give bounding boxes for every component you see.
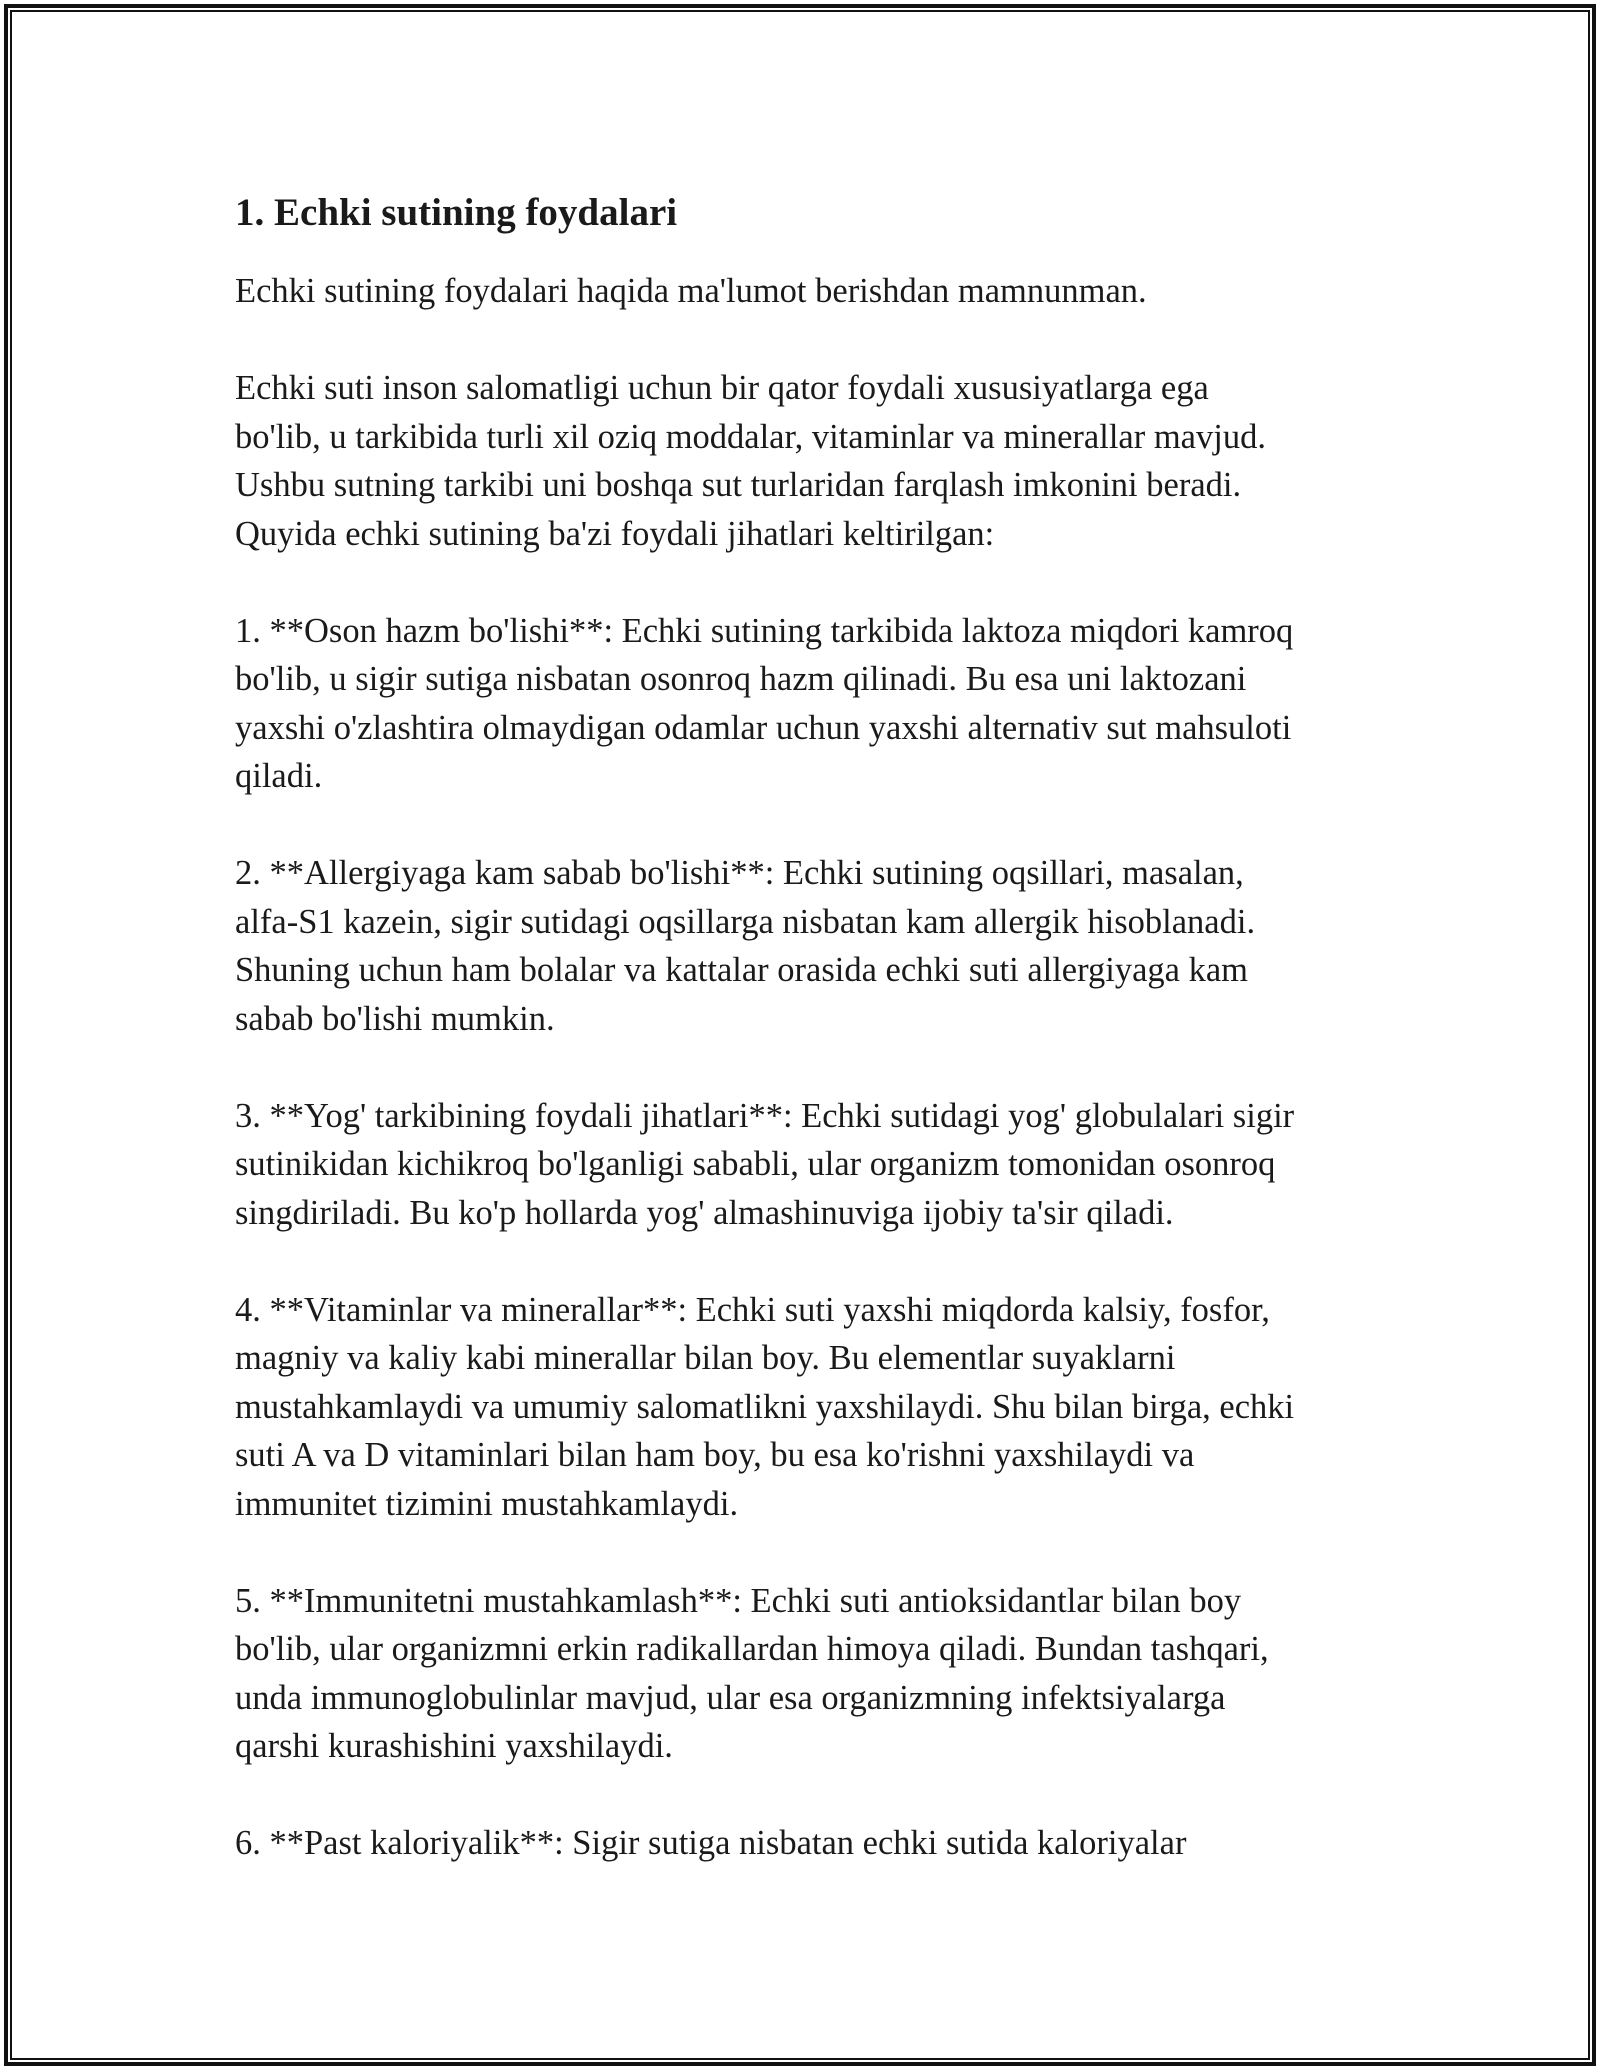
list-item-1 xyxy=(235,607,1405,801)
text-line: qiladi. xyxy=(235,757,323,795)
text-line: Echki sutining foydalari haqida ma'lumot berishdan mamnunman. xyxy=(235,272,1147,310)
text-line: 4. **Vitaminlar va minerallar**: Echki suti yaxshi miqdorda kalsiy, fosfor, xyxy=(235,1290,1270,1329)
text-line: 5. **Immunitetni mustahkamlash**: Echki suti antioksidantlar bilan boy xyxy=(235,1581,1242,1620)
text-line: 1. **Oson hazm bo'lishi**: Echki sutining tarkibida laktoza miqdori kamroq xyxy=(235,611,1294,650)
text-line: magniy va kaliy kabi minerallar bilan boy. Bu elementlar suyaklarni xyxy=(235,1339,1176,1377)
text-line: Ushbu sutning tarkibi uni boshqa sut turlaridan farqlash imkonini beradi. xyxy=(235,466,1242,504)
paragraph-intro xyxy=(235,267,1405,316)
text-line: Quyida echki sutining ba'zi foydali jihatlari keltirilgan: xyxy=(235,514,995,553)
text-line: suti A va D vitaminlari bilan ham boy, bu esa ko'rishni yaxshilaydi va xyxy=(235,1436,1195,1474)
text-line: qarshi kurashishini yaxshilaydi. xyxy=(235,1727,673,1765)
list-item-4 xyxy=(235,1286,1405,1529)
text-line: alfa-S1 kazein, sigir sutidagi oqsillarga nisbatan kam allergik hisoblanadi. xyxy=(235,902,1256,941)
text-line: 6. **Past kaloriyalik**: Sigir sutiga nisbatan echki sutida kaloriyalar xyxy=(235,1824,1187,1862)
document-title: 1. Echki sutining foydalari xyxy=(235,191,678,234)
document-body xyxy=(235,185,1405,1916)
text-line: bo'lib, ular organizmni erkin radikallardan himoya qiladi. Bundan tashqari, xyxy=(235,1630,1269,1668)
text-line: unda immunoglobulinlar mavjud, ular esa organizmning infektsiyalarga xyxy=(235,1678,1226,1717)
text-line: immunitet tizimini mustahkamlaydi. xyxy=(235,1484,739,1523)
list-item-5 xyxy=(235,1577,1405,1771)
list-item-6 xyxy=(235,1819,1405,1868)
text-line: bo'lib, u tarkibida turli xil oziq moddalar, vitaminlar va minerallar mavjud. xyxy=(235,417,1266,456)
list-item-3 xyxy=(235,1092,1405,1238)
text-line: Echki suti inson salomatligi uchun bir qator foydali xususiyatlarga ega xyxy=(235,369,1209,407)
text-line: 2. **Allergiyaga kam sabab bo'lishi**: Echki sutining oqsillari, masalan, xyxy=(235,854,1244,892)
text-line: Shuning uchun ham bolalar va kattalar orasida echki suti allergiyaga kam xyxy=(235,951,1248,989)
text-line: sutinikidan kichikroq bo'lganligi sababli, ular organizm tomonidan osonroq xyxy=(235,1145,1276,1183)
text-line: singdiriladi. Bu ko'p hollarda yog' almashinuviga ijobiy ta'sir qiladi. xyxy=(235,1193,1174,1232)
text-line: sabab bo'lishi mumkin. xyxy=(235,999,555,1038)
text-line: yaxshi o'zlashtira olmaydigan odamlar uchun yaxshi alternativ sut mahsuloti xyxy=(235,708,1292,747)
text-line: 3. **Yog' tarkibining foydali jihatlari**: Echki sutidagi yog' globulalari sigir xyxy=(235,1096,1295,1135)
text-line: mustahkamlaydi va umumiy salomatlikni yaxshilaydi. Shu bilan birga, echki xyxy=(235,1387,1295,1426)
list-item-2 xyxy=(235,849,1405,1043)
text-line: bo'lib, u sigir sutiga nisbatan osonroq hazm qilinadi. Bu esa uni laktozani xyxy=(235,660,1247,698)
paragraph-overview xyxy=(235,364,1405,558)
